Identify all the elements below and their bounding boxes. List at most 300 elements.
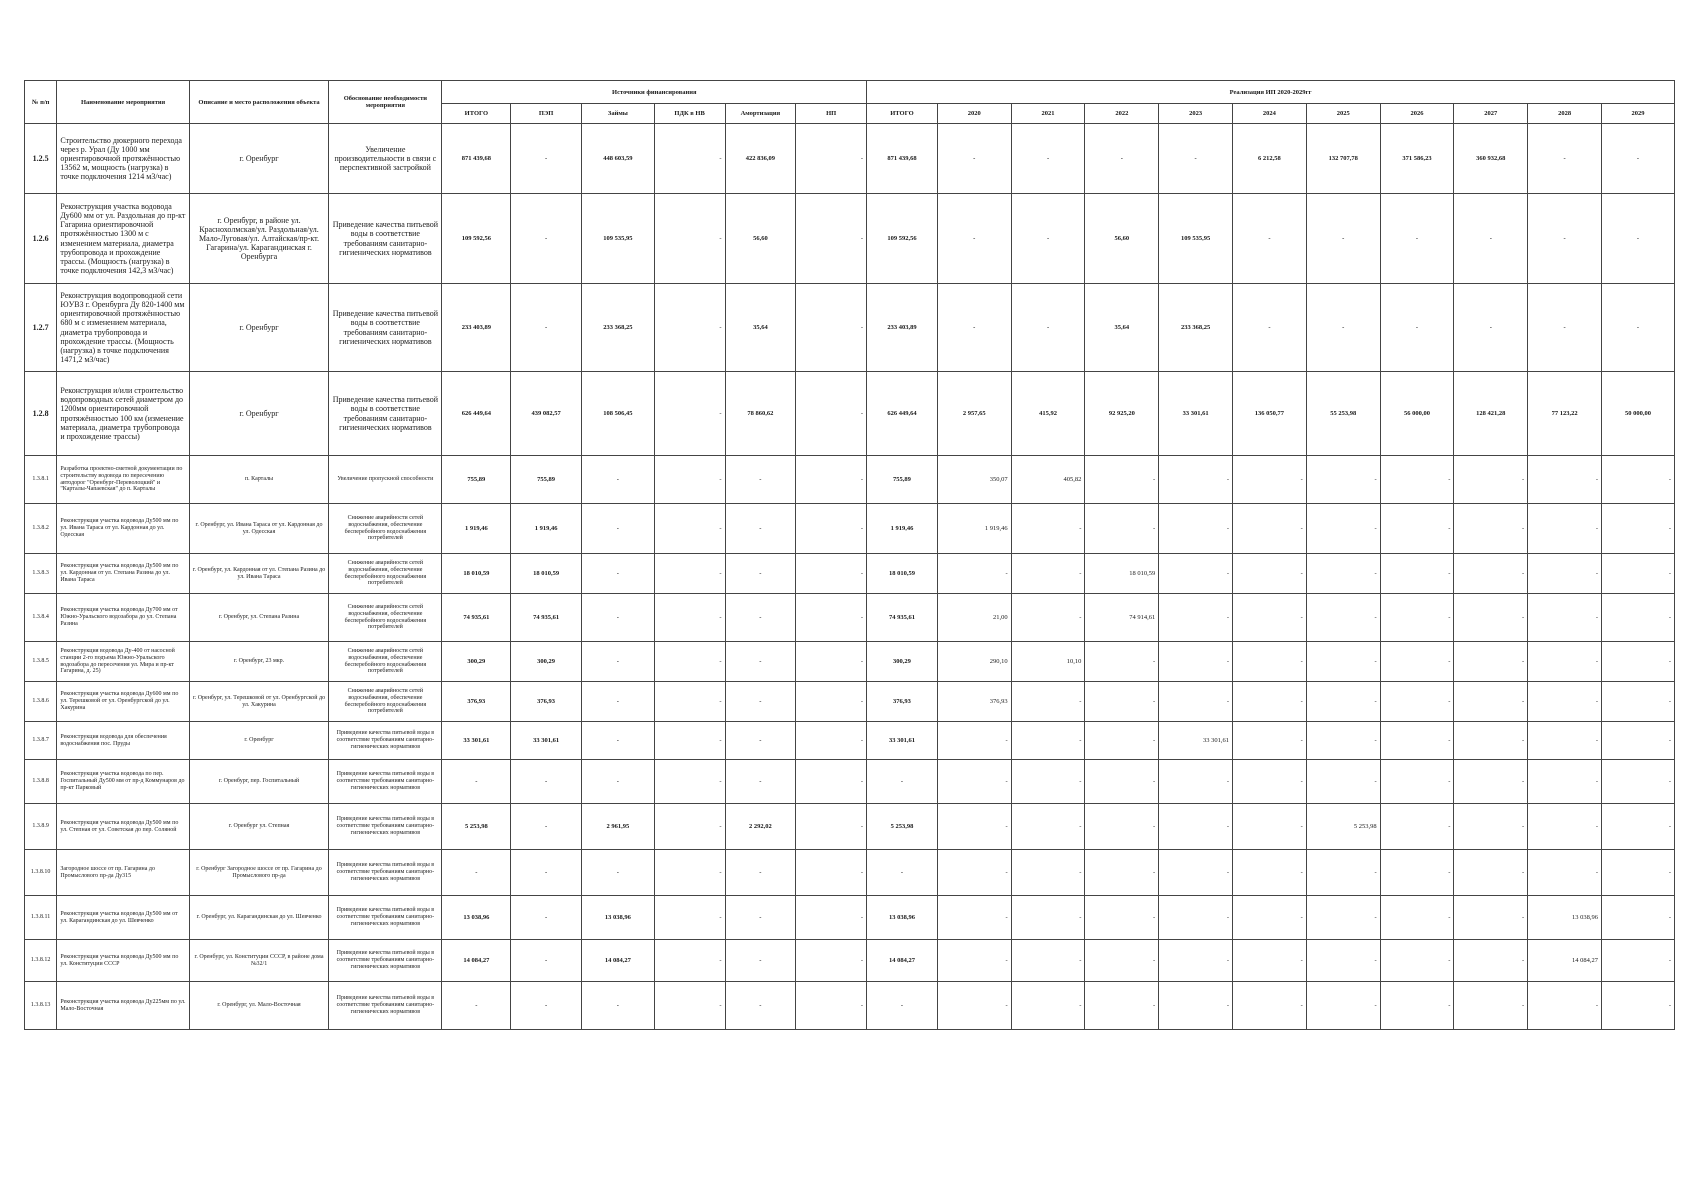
funding-value: - — [725, 642, 796, 682]
impl-value: - — [1085, 642, 1159, 682]
impl-value: - — [1528, 284, 1602, 372]
funding-value: - — [796, 554, 867, 594]
impl-value: - — [1159, 940, 1233, 982]
funding-value: 33 301,61 — [511, 722, 582, 760]
funding-value: 74 935,61 — [442, 594, 511, 642]
funding-value: - — [442, 850, 511, 896]
impl-value: - — [1454, 850, 1528, 896]
impl-value: - — [1528, 124, 1602, 194]
row-code: 1.3.8.5 — [25, 642, 57, 682]
impl-value: - — [1380, 982, 1454, 1030]
impl-value: 50 000,00 — [1602, 372, 1675, 456]
table-header — [25, 81, 1675, 124]
header-impl-col: ИТОГО — [867, 104, 938, 124]
table-row — [25, 194, 1675, 284]
impl-value: - — [1602, 554, 1675, 594]
funding-value: 2 292,02 — [725, 804, 796, 850]
row-name: Реконструкция и/или строительство водопроводных сетей диаметром до 1200мм ориентировочной протяжённостью 100 км (изменение материала, диаметра трубопровода и прохождение трассы) — [57, 372, 189, 456]
funding-value: 14 084,27 — [581, 940, 654, 982]
funding-value: - — [796, 850, 867, 896]
impl-value: - — [1602, 760, 1675, 804]
impl-value: - — [1011, 722, 1085, 760]
impl-value: - — [1528, 194, 1602, 284]
row-name: Реконструкция участка водовода Ду500 мм от ул. Карагандинская до ул. Шевченко — [57, 896, 189, 940]
row-name: Реконструкция участка водовода Ду600 мм по ул. Терешковой от ул. Оренбургской до ул. Хакурина — [57, 682, 189, 722]
funding-value: - — [725, 850, 796, 896]
impl-value: - — [1528, 682, 1602, 722]
funding-value: - — [581, 504, 654, 554]
funding-value: - — [725, 682, 796, 722]
header-impl-col: 2028 — [1528, 104, 1602, 124]
funding-value: - — [654, 850, 725, 896]
impl-value: 350,07 — [937, 456, 1011, 504]
impl-value: - — [1454, 896, 1528, 940]
funding-value: - — [511, 896, 582, 940]
impl-value: - — [1602, 722, 1675, 760]
funding-value: 18 010,59 — [511, 554, 582, 594]
funding-value: 109 535,95 — [581, 194, 654, 284]
header-funding-col: Займы — [581, 104, 654, 124]
funding-value: - — [654, 982, 725, 1030]
impl-value: - — [1306, 682, 1380, 722]
impl-value: - — [1602, 804, 1675, 850]
row-name: Реконструкция участка водовода Ду600 мм от ул. Раздольная до пр-кт Гагарина ориентировочной протяжённостью 1300 м с изменением материала, диаметра трубопровода и прохождение трассы. (Мощность (нагрузка) в точке подключения 142,3 м3/час) — [57, 194, 189, 284]
row-code: 1.2.8 — [25, 372, 57, 456]
impl-value: - — [1306, 850, 1380, 896]
funding-value: 755,89 — [442, 456, 511, 504]
funding-value: - — [796, 722, 867, 760]
row-location: г. Оренбург, ул. Мало-Восточная — [189, 982, 329, 1030]
impl-value: - — [1380, 896, 1454, 940]
funding-value: 233 368,25 — [581, 284, 654, 372]
impl-value: 376,93 — [937, 682, 1011, 722]
impl-value: - — [1159, 896, 1233, 940]
table-row — [25, 594, 1675, 642]
impl-value: - — [937, 850, 1011, 896]
funding-value: - — [581, 982, 654, 1030]
impl-value: 74 914,61 — [1085, 594, 1159, 642]
impl-value: - — [1085, 850, 1159, 896]
impl-value: - — [1011, 682, 1085, 722]
row-justification: Приведение качества питьевой воды в соответствие требованиям санитарно-гигиенических нормативов — [329, 760, 442, 804]
row-code: 1.3.8.8 — [25, 760, 57, 804]
header-name: Наименование мероприятия — [57, 81, 189, 124]
impl-value: - — [937, 982, 1011, 1030]
impl-value: 55 253,98 — [1306, 372, 1380, 456]
impl-value: - — [1528, 722, 1602, 760]
funding-value: - — [796, 456, 867, 504]
funding-value: - — [796, 982, 867, 1030]
header-impl-col: 2020 — [937, 104, 1011, 124]
row-location: г. Оренбург Загородное шоссе от пр. Гагарина до Промыслового пр-да — [189, 850, 329, 896]
investment-program-table-sheet — [24, 80, 1675, 1030]
funding-value: - — [654, 896, 725, 940]
header-justification: Обоснование необходимости мероприятия — [329, 81, 442, 124]
impl-value: - — [867, 760, 938, 804]
funding-value: 56,60 — [725, 194, 796, 284]
row-code: 1.3.8.2 — [25, 504, 57, 554]
row-justification: Приведение качества питьевой воды в соответствие требованиям санитарно-гигиенических нормативов — [329, 722, 442, 760]
row-location: г. Оренбург, ул. Ивана Тараса от ул. Кардонная до ул. Одесская — [189, 504, 329, 554]
row-name: Реконструкция участка водовода по пер. Госпитальный Ду500 мм от пр-д Коммунаров до пр-кт Парковый — [57, 760, 189, 804]
impl-value: - — [1233, 554, 1307, 594]
funding-value: - — [796, 940, 867, 982]
row-location: п. Карталы — [189, 456, 329, 504]
impl-value: - — [1454, 642, 1528, 682]
row-name: Загородное шоссе от пр. Гагарина до Промыслового пр-да Ду315 — [57, 850, 189, 896]
impl-value: - — [1602, 284, 1675, 372]
funding-value: 18 010,59 — [442, 554, 511, 594]
impl-value: - — [1011, 850, 1085, 896]
impl-value: 13 038,96 — [1528, 896, 1602, 940]
funding-value: 33 301,61 — [442, 722, 511, 760]
impl-value: 35,64 — [1085, 284, 1159, 372]
table-row — [25, 982, 1675, 1030]
table-row — [25, 124, 1675, 194]
funding-value: - — [654, 722, 725, 760]
funding-value: - — [581, 682, 654, 722]
impl-value: - — [1011, 124, 1085, 194]
impl-value: - — [1380, 722, 1454, 760]
header-funding-col: НП — [796, 104, 867, 124]
funding-value: 1 919,46 — [511, 504, 582, 554]
impl-value: - — [1380, 456, 1454, 504]
impl-value: 233 403,89 — [867, 284, 938, 372]
table-row — [25, 940, 1675, 982]
funding-value: - — [511, 804, 582, 850]
funding-value: - — [511, 760, 582, 804]
impl-value: - — [937, 722, 1011, 760]
funding-value: 74 935,61 — [511, 594, 582, 642]
row-code: 1.3.8.7 — [25, 722, 57, 760]
impl-value: - — [1454, 760, 1528, 804]
table-row — [25, 760, 1675, 804]
funding-value: - — [725, 594, 796, 642]
impl-value: - — [1159, 804, 1233, 850]
funding-value: - — [654, 372, 725, 456]
impl-value: - — [867, 850, 938, 896]
funding-value: - — [796, 760, 867, 804]
impl-value: - — [1454, 804, 1528, 850]
impl-value: - — [937, 896, 1011, 940]
impl-value: - — [1528, 504, 1602, 554]
impl-value: - — [1454, 722, 1528, 760]
header-impl-col: 2027 — [1454, 104, 1528, 124]
impl-value: - — [867, 982, 938, 1030]
funding-value: - — [654, 124, 725, 194]
funding-value: 2 961,95 — [581, 804, 654, 850]
row-location: г. Оренбург, ул. Терешковой от ул. Оренбургской до ул. Хакурина — [189, 682, 329, 722]
funding-value: - — [511, 124, 582, 194]
funding-value: - — [725, 982, 796, 1030]
impl-value: - — [937, 194, 1011, 284]
funding-value: - — [654, 642, 725, 682]
impl-value: - — [1233, 504, 1307, 554]
row-code: 1.3.8.3 — [25, 554, 57, 594]
row-name: Реконструкция участка водовода Ду700 мм от Южно-Уральского водозабора до ул. Степана Разина — [57, 594, 189, 642]
impl-value: - — [1306, 456, 1380, 504]
impl-value: - — [1454, 194, 1528, 284]
impl-value: - — [1306, 940, 1380, 982]
impl-value: - — [1159, 554, 1233, 594]
funding-value: - — [442, 982, 511, 1030]
impl-value: - — [937, 284, 1011, 372]
funding-value: 755,89 — [511, 456, 582, 504]
table-row — [25, 682, 1675, 722]
funding-value: - — [654, 504, 725, 554]
funding-value: - — [654, 682, 725, 722]
impl-value: - — [1306, 642, 1380, 682]
impl-value: 1 919,46 — [867, 504, 938, 554]
funding-value: 109 592,56 — [442, 194, 511, 284]
row-name: Реконструкция водовода для обеспечения водоснабжения пос. Пруды — [57, 722, 189, 760]
row-location: г. Оренбург, 23 мкр. — [189, 642, 329, 682]
impl-value: - — [1454, 594, 1528, 642]
impl-value: - — [1454, 284, 1528, 372]
impl-value: 755,89 — [867, 456, 938, 504]
row-justification: Приведение качества питьевой воды в соответствие требованиям санитарно-гигиенических нормативов — [329, 372, 442, 456]
header-impl-col: 2025 — [1306, 104, 1380, 124]
funding-value: - — [511, 982, 582, 1030]
funding-value: - — [442, 760, 511, 804]
funding-value: - — [581, 722, 654, 760]
funding-value: - — [511, 850, 582, 896]
impl-value: 376,93 — [867, 682, 938, 722]
row-name: Реконструкция участка водовода Ду225мм по ул. Мало-Восточная — [57, 982, 189, 1030]
row-justification: Приведение качества питьевой воды в соответствие требованиям санитарно-гигиенических нормативов — [329, 850, 442, 896]
funding-value: 108 506,45 — [581, 372, 654, 456]
funding-value: - — [796, 642, 867, 682]
row-justification: Приведение качества питьевой воды в соответствие требованиям санитарно-гигиенических нормативов — [329, 284, 442, 372]
impl-value: 1 919,46 — [937, 504, 1011, 554]
header-funding-col: ПЭП — [511, 104, 582, 124]
impl-value: - — [1233, 682, 1307, 722]
row-location: г. Оренбург — [189, 124, 329, 194]
impl-value: - — [1528, 760, 1602, 804]
funding-value: 13 038,96 — [581, 896, 654, 940]
impl-value: - — [1380, 642, 1454, 682]
impl-value: 626 449,64 — [867, 372, 938, 456]
investment-program-table — [24, 80, 1675, 1030]
impl-value: - — [1159, 124, 1233, 194]
impl-value: - — [1602, 194, 1675, 284]
impl-value: - — [1233, 722, 1307, 760]
impl-value: - — [1233, 456, 1307, 504]
impl-value: - — [1011, 896, 1085, 940]
row-code: 1.2.6 — [25, 194, 57, 284]
impl-value: - — [1306, 194, 1380, 284]
impl-value: - — [1306, 594, 1380, 642]
funding-value: - — [725, 504, 796, 554]
impl-value: - — [1602, 642, 1675, 682]
row-name: Реконструкция водопроводной сети ЮУВЗ г. Оренбурга Ду 820-1400 мм ориентировочной протяжённостью 680 м с изменением материала, диаметра трубопровода и прохождение трассы. (Мощность (нагрузка) в точке подключения 1471,2 м3/час) — [57, 284, 189, 372]
funding-value: - — [796, 682, 867, 722]
impl-value: 33 301,61 — [867, 722, 938, 760]
impl-value: 56,60 — [1085, 194, 1159, 284]
funding-value: - — [725, 760, 796, 804]
table-row — [25, 896, 1675, 940]
row-code: 1.3.8.12 — [25, 940, 57, 982]
funding-value: - — [581, 642, 654, 682]
funding-value: 13 038,96 — [442, 896, 511, 940]
funding-value: - — [725, 456, 796, 504]
row-location: г. Оренбург, ул. Карагандинская до ул. Шевченко — [189, 896, 329, 940]
impl-value: - — [1159, 642, 1233, 682]
funding-value: - — [654, 194, 725, 284]
row-location: г. Оренбург — [189, 284, 329, 372]
header-funding-col: Амортизация — [725, 104, 796, 124]
impl-value: 14 084,27 — [867, 940, 938, 982]
impl-value: - — [1454, 940, 1528, 982]
impl-value: - — [1233, 804, 1307, 850]
impl-value: - — [1380, 284, 1454, 372]
row-location: г. Оренбург, пер. Госпитальный — [189, 760, 329, 804]
impl-value: - — [1380, 760, 1454, 804]
funding-value: - — [511, 940, 582, 982]
impl-value: - — [1528, 594, 1602, 642]
funding-value: - — [511, 194, 582, 284]
header-funding-group: Источники финансирования — [442, 81, 867, 104]
funding-value: - — [796, 804, 867, 850]
impl-value: 128 421,28 — [1454, 372, 1528, 456]
funding-value: - — [654, 554, 725, 594]
impl-value: - — [1011, 760, 1085, 804]
header-impl-col: 2029 — [1602, 104, 1675, 124]
impl-value: - — [1233, 850, 1307, 896]
funding-value: - — [581, 850, 654, 896]
row-justification: Приведение качества питьевой воды в соответствие требованиям санитарно-гигиенических нормативов — [329, 804, 442, 850]
funding-value: - — [511, 284, 582, 372]
impl-value: - — [937, 760, 1011, 804]
impl-value: 109 592,56 — [867, 194, 938, 284]
impl-value: - — [1380, 804, 1454, 850]
table-row — [25, 456, 1675, 504]
header-location: Описание и место расположения объекта — [189, 81, 329, 124]
funding-value: - — [581, 456, 654, 504]
funding-value: 376,93 — [442, 682, 511, 722]
impl-value: - — [1306, 760, 1380, 804]
impl-value: - — [1085, 504, 1159, 554]
impl-value: - — [1528, 642, 1602, 682]
impl-value: - — [1528, 456, 1602, 504]
impl-value: - — [1085, 722, 1159, 760]
impl-value: - — [1380, 594, 1454, 642]
impl-value: 360 932,68 — [1454, 124, 1528, 194]
funding-value: - — [796, 284, 867, 372]
impl-value: - — [1085, 804, 1159, 850]
row-code: 1.3.8.4 — [25, 594, 57, 642]
funding-value: 422 836,09 — [725, 124, 796, 194]
table-row — [25, 850, 1675, 896]
impl-value: - — [1011, 804, 1085, 850]
impl-value: 33 301,61 — [1159, 372, 1233, 456]
impl-value: - — [1233, 760, 1307, 804]
impl-value: 92 925,20 — [1085, 372, 1159, 456]
header-impl-col: 2024 — [1233, 104, 1307, 124]
row-code: 1.2.7 — [25, 284, 57, 372]
row-name: Реконструкция участка водовода Ду500 мм по ул. Степная от ул. Советская до пер. Соляной — [57, 804, 189, 850]
impl-value: - — [1159, 982, 1233, 1030]
impl-value: 2 957,65 — [937, 372, 1011, 456]
impl-value: - — [1011, 594, 1085, 642]
impl-value: 415,92 — [1011, 372, 1085, 456]
impl-value: 233 368,25 — [1159, 284, 1233, 372]
impl-value: - — [1454, 504, 1528, 554]
funding-value: - — [725, 554, 796, 594]
funding-value: - — [654, 456, 725, 504]
impl-value: - — [1454, 554, 1528, 594]
impl-value: 13 038,96 — [867, 896, 938, 940]
row-name: Реконструкция участка водовода Ду500 мм по ул. Конституции СССР — [57, 940, 189, 982]
row-location: г. Оренбург — [189, 372, 329, 456]
header-num: № п/п — [25, 81, 57, 124]
impl-value: - — [1085, 982, 1159, 1030]
impl-value: - — [1011, 194, 1085, 284]
table-row — [25, 554, 1675, 594]
row-name: Реконструкция участка водовода Ду500 мм по ул. Кардонная от ул. Степана Разина до ул. Ивана Тараса — [57, 554, 189, 594]
row-justification: Приведение качества питьевой воды в соответствие требованиям санитарно-гигиенических нормативов — [329, 940, 442, 982]
impl-value: - — [1233, 982, 1307, 1030]
funding-value: 14 084,27 — [442, 940, 511, 982]
funding-value: - — [654, 594, 725, 642]
impl-value: 300,29 — [867, 642, 938, 682]
impl-value: - — [1159, 504, 1233, 554]
row-justification: Приведение качества питьевой воды в соответствие требованиям санитарно-гигиенических нормативов — [329, 982, 442, 1030]
row-name: Строительство дюкерного перехода через р. Урал (Ду 1000 мм ориентировочной протяжённостью 13562 м, мощность (нагрузка) в точке подключения 1214 м3/час) — [57, 124, 189, 194]
funding-value: 233 403,89 — [442, 284, 511, 372]
impl-value: - — [1306, 722, 1380, 760]
impl-value: - — [1159, 760, 1233, 804]
funding-value: 871 439,68 — [442, 124, 511, 194]
impl-value: - — [937, 124, 1011, 194]
impl-value: 6 212,58 — [1233, 124, 1307, 194]
funding-value: 448 603,59 — [581, 124, 654, 194]
row-location: г. Оренбург, ул. Конституции СССР, в районе дома №32/1 — [189, 940, 329, 982]
row-name: Реконструкция водовода Ду-400 от насосной станции 2-го подъема Южно-Уральского водозабора до пересечения ул. Мира и пр-кт Гагарина, д. 25) — [57, 642, 189, 682]
impl-value: 74 935,61 — [867, 594, 938, 642]
funding-value: - — [725, 940, 796, 982]
impl-value: - — [1380, 554, 1454, 594]
impl-value: - — [1602, 940, 1675, 982]
impl-value: - — [1602, 896, 1675, 940]
impl-value: 371 586,23 — [1380, 124, 1454, 194]
impl-value: 5 253,98 — [1306, 804, 1380, 850]
row-justification: Снижение аварийности сетей водоснабжения, обеспечение бесперебойного водоснабжения потребителей — [329, 554, 442, 594]
funding-value: 5 253,98 — [442, 804, 511, 850]
impl-value: 290,10 — [937, 642, 1011, 682]
table-row — [25, 284, 1675, 372]
impl-value: 18 010,59 — [1085, 554, 1159, 594]
impl-value: 132 707,78 — [1306, 124, 1380, 194]
funding-value: - — [796, 372, 867, 456]
funding-value: 300,29 — [442, 642, 511, 682]
impl-value: - — [1602, 456, 1675, 504]
impl-value: - — [1011, 504, 1085, 554]
impl-value: - — [1011, 284, 1085, 372]
funding-value: - — [581, 554, 654, 594]
impl-value: 5 253,98 — [867, 804, 938, 850]
impl-value: - — [1085, 456, 1159, 504]
impl-value: - — [1454, 682, 1528, 722]
impl-value: - — [1085, 760, 1159, 804]
impl-value: 56 000,00 — [1380, 372, 1454, 456]
table-row — [25, 722, 1675, 760]
impl-value: - — [1233, 642, 1307, 682]
row-location: г. Оренбург, ул. Степана Разина — [189, 594, 329, 642]
impl-value: - — [1602, 504, 1675, 554]
row-location: г. Оренбург, в районе ул. Краснохолмская/ул. Раздольная/ул. Мало-Луговая/ул. Алтайская/пр-кт. Гагарина/ул. Карагандинская г. Оренбурга — [189, 194, 329, 284]
row-location: г. Оренбург ул. Степная — [189, 804, 329, 850]
